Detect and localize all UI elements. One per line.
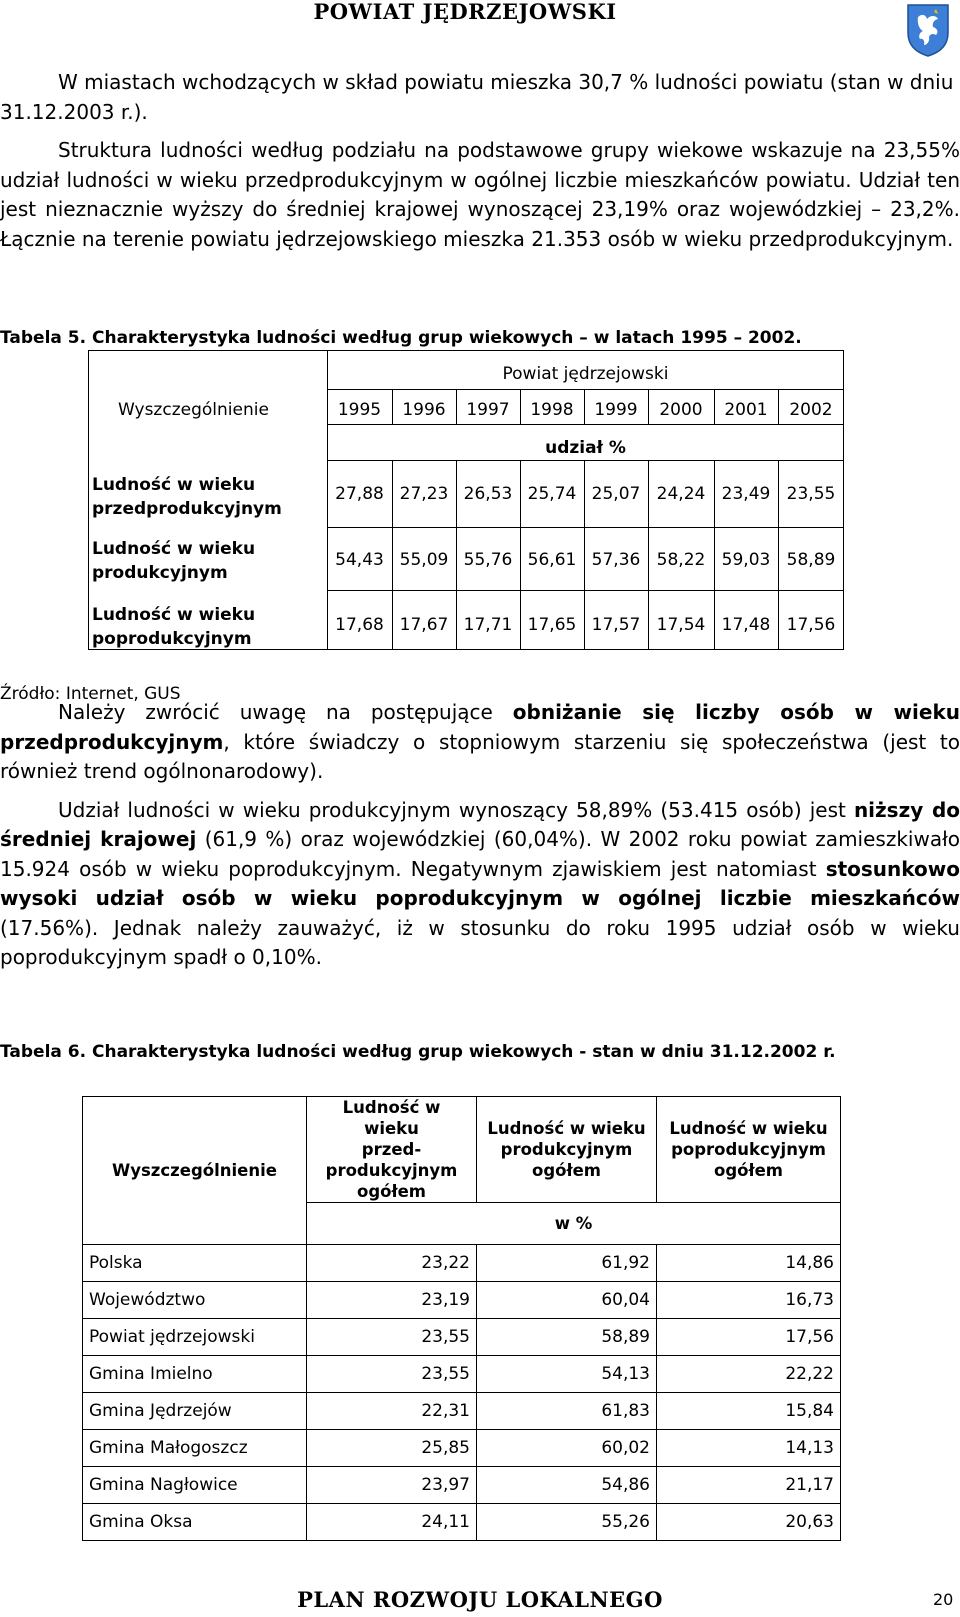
value-productive-1996: 55,09 <box>399 550 449 570</box>
row-value-b: 55,26 <box>477 1504 657 1541</box>
row-value-a: 22,31 <box>307 1393 477 1430</box>
row-name: Gmina Oksa <box>83 1504 307 1541</box>
year-2000: 2000 <box>659 400 703 420</box>
row-label-postproductive: Ludność w wieku poprodukcyjnym <box>92 605 256 649</box>
page-number: 20 <box>933 1590 954 1609</box>
value-postproductive-1996: 17,67 <box>399 615 449 635</box>
table6-col-productive: Ludność w wieku produkcyjnym ogółem <box>477 1097 657 1203</box>
row-value-b: 58,89 <box>477 1319 657 1356</box>
year-1998: 1998 <box>530 400 574 420</box>
year-1999: 1999 <box>594 400 638 420</box>
table5-label-header: Wyszczególnienie <box>118 400 269 420</box>
table6-body <box>83 1245 841 1541</box>
analysis-text <box>0 698 960 973</box>
value-preproductive-2002: 23,55 <box>786 484 836 504</box>
row-name: Gmina Jędrzejów <box>83 1393 307 1430</box>
value-postproductive-2002: 17,56 <box>786 615 836 635</box>
year-1996: 1996 <box>402 400 446 420</box>
value-preproductive-1999: 25,07 <box>591 484 641 504</box>
table6-col-postproductive: Ludność w wieku poprodukcyjnym ogółem <box>657 1097 841 1203</box>
row-value-a: 23,19 <box>307 1282 477 1319</box>
value-productive-2001: 59,03 <box>721 550 771 570</box>
row-name: Gmina Nagłowice <box>83 1467 307 1504</box>
value-productive-2000: 58,22 <box>656 550 706 570</box>
table-row <box>83 1467 841 1504</box>
value-postproductive-1998: 17,65 <box>527 615 577 635</box>
row-value-c: 17,56 <box>657 1319 841 1356</box>
row-value-a: 23,55 <box>307 1319 477 1356</box>
year-2002: 2002 <box>789 400 833 420</box>
row-value-c: 15,84 <box>657 1393 841 1430</box>
year-1995: 1995 <box>337 400 382 420</box>
table-row <box>83 1504 841 1541</box>
row-value-c: 21,17 <box>657 1467 841 1504</box>
value-productive-1998: 56,61 <box>527 550 577 570</box>
row-name: Polska <box>83 1245 307 1282</box>
row-value-a: 23,55 <box>307 1356 477 1393</box>
header-title: POWIAT JĘDRZEJOWSKI <box>313 0 617 24</box>
row-name: Województwo <box>83 1282 307 1319</box>
year-2001: 2001 <box>724 400 768 420</box>
row-value-a: 25,85 <box>307 1430 477 1467</box>
footer-title: PLAN ROZWOJU LOKALNEGO <box>297 1587 663 1612</box>
table-row <box>83 1319 841 1356</box>
table5-region: Powiat jędrzejowski <box>502 364 669 384</box>
value-preproductive-1997: 26,53 <box>463 484 513 504</box>
row-value-a: 24,11 <box>307 1504 477 1541</box>
row-name: Powiat jędrzejowski <box>83 1319 307 1356</box>
value-preproductive-1996: 27,23 <box>399 484 449 504</box>
value-preproductive-1998: 25,74 <box>527 484 577 504</box>
paragraph-productive: Udział ludności w wieku produkcyjnym wynoszący 58,89% (53.415 osób) jest niższy do średniej krajowej (61,9 %) oraz wojewódzkiej (60,04%). W 2002 roku powiat zamieszkiwało 15.924 osób w wieku poprodukcyjnym. Negatywnym zjawiskiem jest natomiast stosunkowo wysoki udział osób w wieku poprodukcyjnym w ogólnej liczbie mieszkańców (17.56%). Jednak należy zauważyć, iż w stosunku do roku 1995 udział osób w wieku poprodukcyjnym spadł o 0,10%. <box>0 797 960 969</box>
value-productive-2002: 58,89 <box>786 550 836 570</box>
row-value-c: 14,13 <box>657 1430 841 1467</box>
row-value-a: 23,22 <box>307 1245 477 1282</box>
value-postproductive-2001: 17,48 <box>721 615 771 635</box>
row-value-b: 54,13 <box>477 1356 657 1393</box>
row-value-b: 60,02 <box>477 1430 657 1467</box>
value-productive-1995: 54,43 <box>335 550 384 570</box>
table-row <box>83 1356 841 1393</box>
row-value-c: 22,22 <box>657 1356 841 1393</box>
row-value-a: 23,97 <box>307 1467 477 1504</box>
table-row <box>83 1282 841 1319</box>
value-productive-1999: 57,36 <box>591 550 641 570</box>
value-postproductive-1999: 17,57 <box>591 615 641 635</box>
row-name: Gmina Małogoszcz <box>83 1430 307 1467</box>
value-postproductive-2000: 17,54 <box>656 615 706 635</box>
row-value-b: 61,83 <box>477 1393 657 1430</box>
table-row <box>83 1393 841 1430</box>
table6 <box>82 1096 841 1541</box>
table6-label-header: Wyszczególnienie <box>83 1097 307 1245</box>
value-preproductive-2000: 24,24 <box>656 484 706 504</box>
value-postproductive-1995: 17,68 <box>335 615 384 635</box>
value-preproductive-1995: 27,88 <box>335 484 384 504</box>
paragraph-structure: Struktura ludności według podziału na podstawowe grupy wiekowe wskazuje na 23,55% udział ludności w wieku przedprodukcyjnym w ogólnej liczbie mieszkańców powiatu. Udział ten jest nieznacznie wyższy do średniej krajowej wynoszącej 23,19% oraz wojewódzkiej – 23,2%. Łącznie na terenie powiatu jędrzejowskiego mieszka 21.353 osób w wieku przedprodukcyjnym. <box>0 138 960 251</box>
table5-source: Źródło: Internet, GUS <box>0 684 181 704</box>
row-value-b: 61,92 <box>477 1245 657 1282</box>
table6-caption: Tabela 6. Charakterystyka ludności według grup wiekowych - stan w dniu 31.12.2002 r. <box>0 1042 836 1062</box>
row-value-c: 16,73 <box>657 1282 841 1319</box>
year-1997: 1997 <box>466 400 510 420</box>
value-productive-1997: 55,76 <box>463 550 513 570</box>
row-label-productive: Ludność w wieku produkcyjnym <box>92 539 256 583</box>
row-value-b: 60,04 <box>477 1282 657 1319</box>
value-postproductive-1997: 17,71 <box>463 615 513 635</box>
row-name: Gmina Imielno <box>83 1356 307 1393</box>
row-value-c: 20,63 <box>657 1504 841 1541</box>
table5-unit: udział % <box>545 438 626 458</box>
table6-unit: w % <box>307 1203 841 1245</box>
table6-col-preproductive: Ludność w wieku przed- produkcyjnym ogółem <box>307 1097 477 1203</box>
paragraph-urban: W miastach wchodzących w skład powiatu mieszka 30,7 % ludności powiatu (stan w dniu 31.12.2003 r.). <box>0 70 954 124</box>
value-preproductive-2001: 23,49 <box>721 484 771 504</box>
paragraph-decline: Należy zwrócić uwagę na postępujące obniżanie się liczby osób w wieku przedprodukcyjnym, które świadczy o stopniowym starzeniu się społeczeństwa (jest to również trend ogólnonarodowy). <box>0 700 960 783</box>
row-value-c: 14,86 <box>657 1245 841 1282</box>
row-label-preproductive: Ludność w wieku przedprodukcyjnym <box>92 475 282 519</box>
table5-caption: Tabela 5. Charakterystyka ludności według grup wiekowych – w latach 1995 – 2002. <box>0 328 802 348</box>
table-row <box>83 1245 841 1282</box>
table-row <box>83 1430 841 1467</box>
row-value-b: 54,86 <box>477 1467 657 1504</box>
